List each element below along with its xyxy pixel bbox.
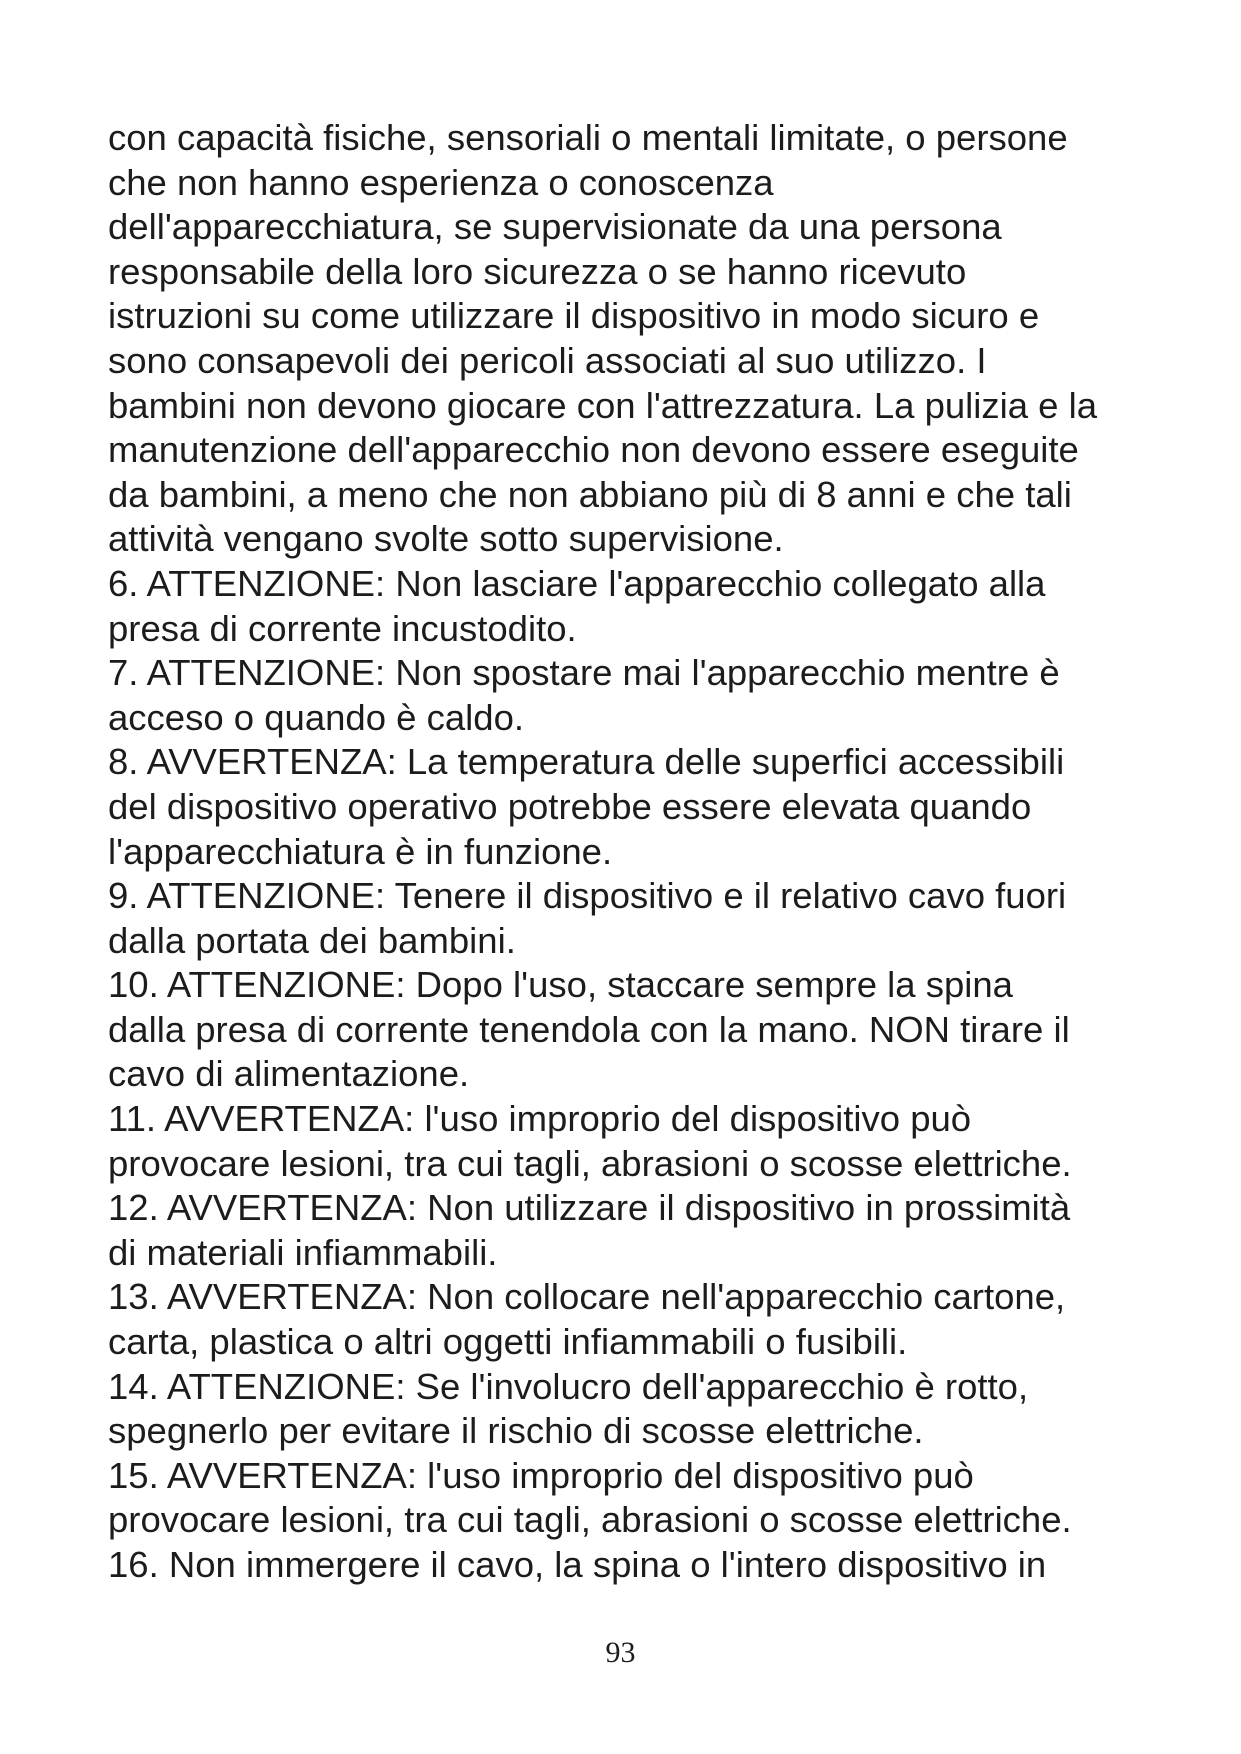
warning-item-8: 8. AVVERTENZA: La temperatura delle superfici accessibili (108, 741, 1065, 783)
text-line: provocare lesioni, tra cui tagli, abrasioni o scosse elettriche. (108, 1499, 1072, 1541)
text-line: presa di corrente incustodito. (108, 607, 577, 649)
warning-item-12: 12. AVVERTENZA: Non utilizzare il dispositivo in prossimità (108, 1187, 1071, 1229)
warning-item-16: 16. Non immergere il cavo, la spina o l'intero dispositivo in (108, 1544, 1047, 1585)
page-number: 93 (605, 1636, 636, 1669)
text-line: cavo di alimentazione. (108, 1053, 470, 1095)
text-line: da bambini, a meno che non abbiano più di 8 anni e che tali (108, 473, 1072, 515)
text-line: con capacità fisiche, sensoriali o mentali limitate, o persone (108, 117, 1068, 158)
warning-item-11: 11. AVVERTENZA: l'uso improprio del dispositivo può (108, 1098, 972, 1140)
warning-item-15: 15. AVVERTENZA: l'uso improprio del dispositivo può (108, 1454, 974, 1496)
text-line: spegnerlo per evitare il rischio di scosse elettriche. (108, 1410, 924, 1452)
text-line: dalla portata dei bambini. (108, 919, 516, 961)
warning-item-6: 6. ATTENZIONE: Non lasciare l'apparecchio collegato alla (108, 562, 1046, 604)
text-line: attività vengano svolte sotto supervisione. (108, 518, 784, 560)
text-line: acceso o quando è caldo. (108, 696, 525, 738)
text-line: l'apparecchiatura è in funzione. (108, 830, 613, 872)
text-line: manutenzione dell'apparecchio non devono essere eseguite (108, 429, 1079, 471)
text-line: dalla presa di corrente tenendola con la mano. NON tirare il (108, 1008, 1070, 1050)
text-line: che non hanno esperienza o conoscenza (108, 161, 774, 203)
warning-item-13: 13. AVVERTENZA: Non collocare nell'apparecchio cartone, (108, 1276, 1066, 1318)
text-line: bambini non devono giocare con l'attrezzatura. La pulizia e la (108, 384, 1098, 426)
text-line: dell'apparecchiatura, se supervisionate da una persona (108, 206, 1002, 248)
text-line: sono consapevoli dei pericoli associati al suo utilizzo. I (108, 339, 987, 381)
warning-item-9: 9. ATTENZIONE: Tenere il dispositivo e il relativo cavo fuori (108, 875, 1067, 917)
text-line: provocare lesioni, tra cui tagli, abrasioni o scosse elettriche. (108, 1142, 1072, 1184)
text-line: del dispositivo operativo potrebbe essere elevata quando (108, 785, 1032, 827)
text-line: di materiali infiammabili. (108, 1231, 498, 1273)
text-line: responsabile della loro sicurezza o se hanno ricevuto (108, 250, 967, 292)
body-text (108, 116, 1228, 1588)
warning-item-7: 7. ATTENZIONE: Non spostare mai l'apparecchio mentre è (108, 652, 1060, 694)
text-line: carta, plastica o altri oggetti infiammabili o fusibili. (108, 1321, 908, 1363)
text-line: istruzioni su come utilizzare il dispositivo in modo sicuro e (108, 295, 1040, 337)
warning-item-14: 14. ATTENZIONE: Se l'involucro dell'apparecchio è rotto, (108, 1365, 1029, 1407)
warning-item-10: 10. ATTENZIONE: Dopo l'uso, staccare sempre la spina (108, 964, 1013, 1006)
